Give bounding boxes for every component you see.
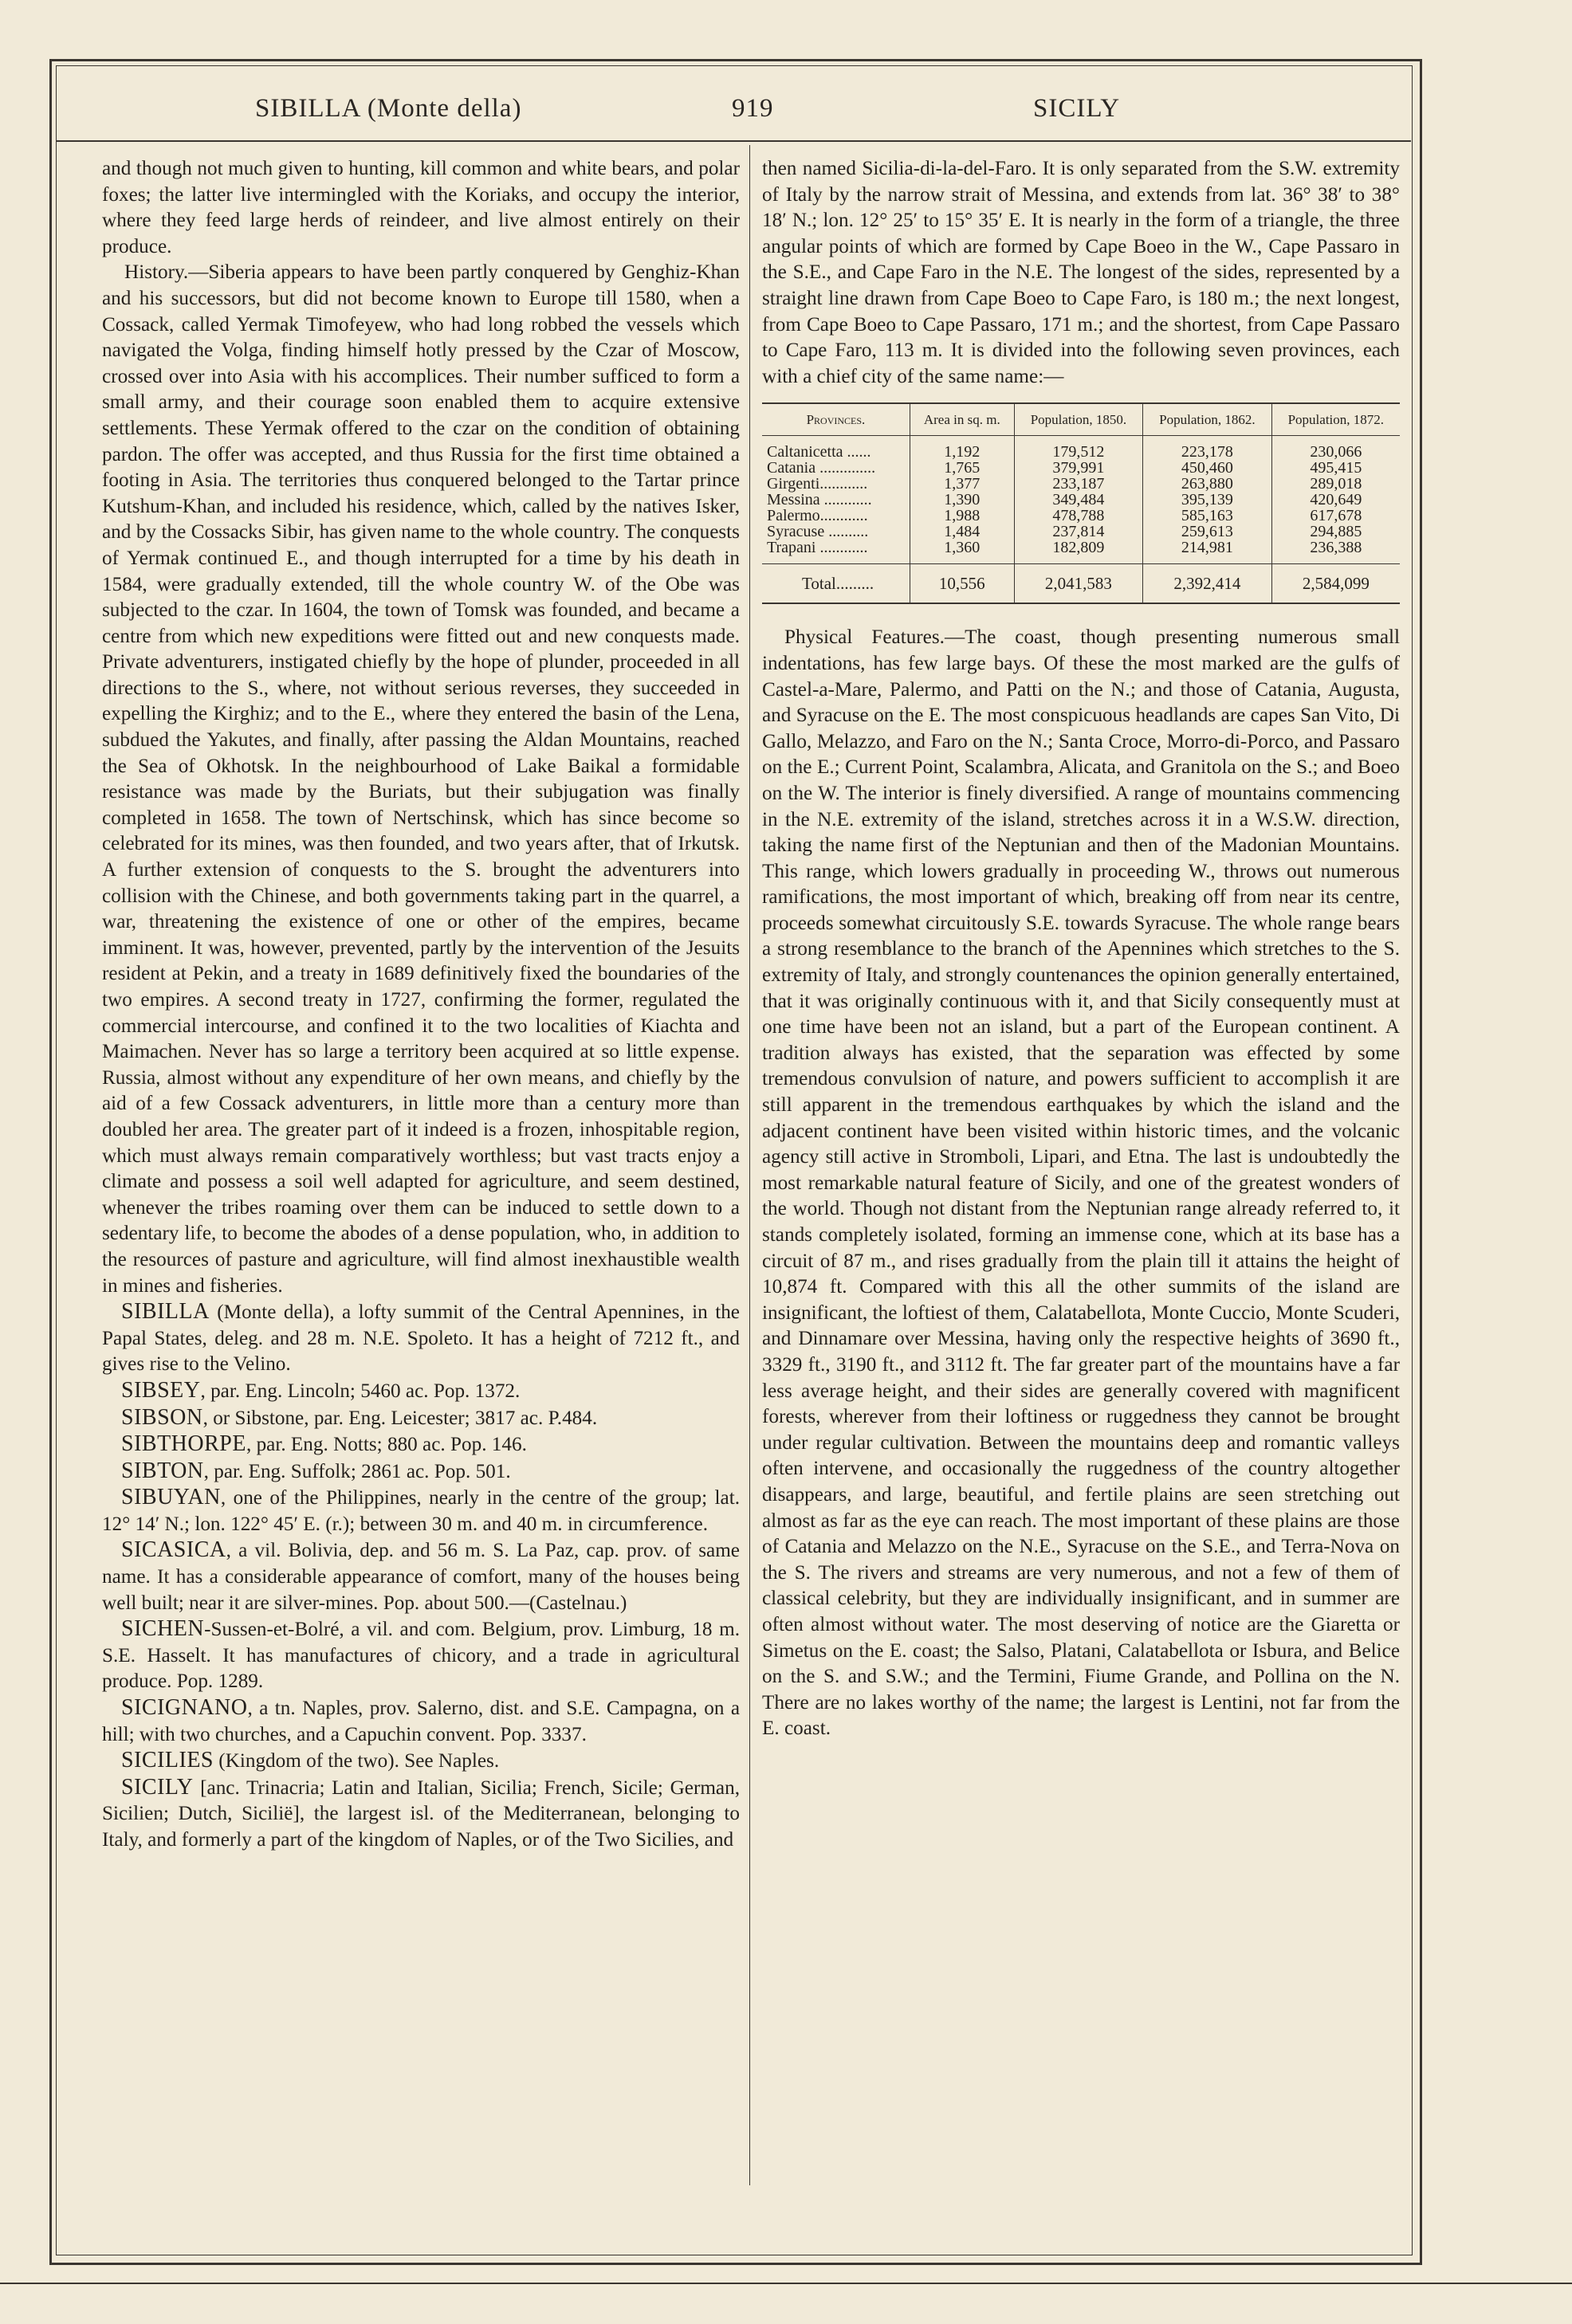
- entry-headword: SIBILLA: [121, 1299, 210, 1325]
- entry-sibuyan: [102, 1485, 740, 1537]
- table-row: [762, 508, 1400, 524]
- running-head-left: SIBILLA (Monte della): [255, 94, 522, 123]
- table-cell: 179,512: [1014, 436, 1142, 461]
- table-cell: 585,163: [1143, 508, 1271, 524]
- table-cell: 230,066: [1271, 436, 1400, 461]
- table-cell: 1,988: [910, 508, 1014, 524]
- entry-text: , a tn. Naples, prov. Salerno, dist. and S.E. Campagna, on a hill; with two churches, and a Capuchin convent. Pop. 3337.: [102, 1698, 740, 1745]
- table-row: [762, 436, 1400, 461]
- entry-text: , par. Eng. Lincoln; 5460 ac. Pop. 1372.: [200, 1380, 521, 1402]
- table-cell: 349,484: [1014, 492, 1142, 508]
- table-total-row: [762, 564, 1400, 604]
- table-cell: 495,415: [1271, 460, 1400, 476]
- sicily-intro: then named Sicilia-di-la-del-Faro. It is only separated from the S.W. extremity of Italy by the narrow strait of Messina, and extends from lat. 36° 38′ to 38° 18′ N.; lon. 12° 25′ to 15° 35′ E. It is nearly in the form of a triangle, the three angular points of which are formed by Cape Boeo in the W., Cape Passaro in the S.E., and Cape Faro in the N.E. The longest of the sides, represented by a straight line drawn from Cape Boeo to Cape Faro, is 180 m.; the next longest, from Cape Boeo to Cape Passaro, 171 m.; and the shortest, from Cape Passaro to Cape Faro, 113 m. It is divided into the following seven provinces, each with a chief city of the same name:—: [762, 158, 1400, 387]
- table-cell: 1,377: [910, 476, 1014, 492]
- table-header: Population, 1850.: [1014, 403, 1142, 436]
- provinces-table: [762, 402, 1400, 604]
- table-row: [762, 540, 1400, 564]
- table-header: Population, 1862.: [1143, 403, 1271, 436]
- entry-text: , a vil. Bolivia, dep. and 56 m. S. La Paz, cap. prov. of same name. It has a considerable appearance of comfort, many of the houses being well built; near it are silver-mines. Pop. about 500.—(Castelnau.): [102, 1540, 740, 1614]
- physical-features: Physical Features.—The coast, though presenting numerous small indentations, has few large bays. Of these the most marked are the gulfs of Castel-a-Mare, Palermo, and Patti on the N.; and those of Catania, Augusta, and Syracuse on the E. The most conspicuous headlands are capes San Vito, Di Gallo, Melazzo, and Faro on the N.; Santa Croce, Morro-di-Porco, and Passaro on the E.; Current Point, Scalambra, Alicata, and Granitola on the S.; and Boeo on the W. The interior is finely diversified. A range of mountains commencing in the N.E. extremity of the island, stretches across it in a W.S.W. direction, taking the name first of the Neptunian and then of the Madonian Mountains. This range, which lowers gradually in proceeding W., throws out numerous ramifications, the most important of which, breaking off from near its centre, proceeds somewhat circuitously S.E. towards Syracuse. The whole range bears a strong resemblance to the branch of the Apennines which stretches to the S. extremity of Italy, and strongly countenances the opinion generally entertained, that it was originally continuous with it, and that Sicily consequently must at one time have been not an island, but a part of the European continent. A tradition always has existed, that the separation was effected by some tremendous convulsion of nature, and powers sufficient to accomplish it are still apparent in the tremendous earthquakes by which the island and the adjacent continent have been visited within historic times, and the volcanic agency still active in Stromboli, Lipari, and Etna. The last is undoubtedly the most remarkable natural feature of Sicily, and one of the greatest wonders of the world. Though not distant from the Neptunian range already referred to, it stands completely isolated, forming an immense cone, which at its base has a circuit of 87 m., and rises gradually from the plain till it attains the height of 10,874 ft. Compared with this all the other summits of the island are insignificant, the loftiest of them, Calatabellota, Monte Cuccio, Monte Scuderi, and Dinnamare over Messina, having only the respective heights of 3690 ft., 3329 ft., 3190 ft., and 3112 ft. The far greater part of the mountains have a far less average height, and their sides are generally covered with magnificent forests, wherever from their loftiness or ruggedness they cannot be brought under regular cultivation. Between the mountains deep and romantic valleys often intervene, and occasionally the ruggedness of the country altogether disappears, and large, beautiful, and fertile plains are seen stretching out almost as far as the eye can reach. The most important of these plains are those of Catania and Melazzo on the N.E., Syracuse on the S.E., and Terra-Nova on the S. The rivers and streams are very numerous, and not a few of them of classical celebrity, but they are individually insignificant, and in summer are often almost without water. The most deserving of notice are the Giaretta or Simetus on the E. coast; the Salso, Platani, Calatabellota or Isbura, and Belice on the S. and S.W.; and the Termini, Fiume Grande, and Pollina on the N. There are no lakes worthy of the name; the largest is Lentini, not far from the E. coast.: [762, 626, 1400, 1740]
- table-cell: Palermo............: [767, 507, 868, 525]
- entry-headword: SICILIES: [121, 1748, 214, 1773]
- table-cell: 450,460: [1143, 460, 1271, 476]
- entry-sicilies: [102, 1748, 740, 1775]
- right-column: [762, 156, 1400, 1742]
- entry-headword: SICILY: [121, 1774, 194, 1800]
- table-cell: 2,584,099: [1271, 564, 1400, 604]
- table-cell: 10,556: [910, 564, 1014, 604]
- table-cell: 478,788: [1014, 508, 1142, 524]
- entry-headword: SIBSEY: [121, 1377, 201, 1403]
- table-cell: 182,809: [1014, 540, 1142, 564]
- table-cell: 1,390: [910, 492, 1014, 508]
- table-cell: 259,613: [1143, 524, 1271, 540]
- table-cell: Catania ..............: [767, 459, 876, 477]
- table-cell: Girgenti............: [767, 475, 868, 493]
- column-divider: [749, 145, 750, 2185]
- table-cell: 289,018: [1271, 476, 1400, 492]
- table-cell: 236,388: [1271, 540, 1400, 564]
- entry-text: -Sussen-et-Bolré, a vil. and com. Belgium, prov. Limburg, 18 m. S.E. Hasselt. It has manufactures of chicory, and a trade in agricultural produce. Pop. 1289.: [102, 1619, 740, 1693]
- table-cell: 214,981: [1143, 540, 1271, 564]
- running-head-right: SICILY: [1033, 94, 1121, 123]
- table-cell: 617,678: [1271, 508, 1400, 524]
- entry-text: , one of the Philippines, nearly in the centre of the group; lat. 12° 14′ N.; lon. 122° 45′ E. (r.); between 30 m. and 40 m. in circumference.: [102, 1487, 740, 1535]
- entry-headword: SIBTHORPE: [121, 1431, 246, 1457]
- table-cell: 1,765: [910, 460, 1014, 476]
- entry-headword: SICIGNANO: [121, 1695, 248, 1721]
- page-number: 919: [732, 94, 774, 123]
- entry-text: (Kingdom of the two). See Naples.: [214, 1750, 500, 1772]
- entry-sibton: [102, 1458, 740, 1486]
- table-row: [762, 476, 1400, 492]
- entry-text: , par. Eng. Suffolk; 2861 ac. Pop. 501.: [203, 1460, 511, 1482]
- table-cell: 379,991: [1014, 460, 1142, 476]
- entry-sicily: [102, 1775, 740, 1854]
- table-header: Population, 1872.: [1271, 403, 1400, 436]
- table-cell: 2,041,583: [1014, 564, 1142, 604]
- header-rule: [56, 140, 1411, 142]
- entry-headword: SIBTON: [121, 1458, 204, 1483]
- table-cell: 2,392,414: [1143, 564, 1271, 604]
- table-cell: Messina ............: [767, 491, 872, 509]
- entry-text: [anc. Trinacria; Latin and Italian, Sicilia; French, Sicile; German, Sicilien; Dutch, Sicilië], the largest isl. of the Mediterranean, belonging to Italy, and formerly a part of the kingdom of Naples, or of the Two Sicilies, and: [102, 1776, 740, 1851]
- entry-headword: SIBSON: [121, 1404, 203, 1430]
- table-cell: 233,187: [1014, 476, 1142, 492]
- table-cell: 223,178: [1143, 436, 1271, 461]
- table-cell: 1,192: [910, 436, 1014, 461]
- entry-headword: SICASICA: [121, 1537, 226, 1563]
- table-cell: 263,880: [1143, 476, 1271, 492]
- table-row: [762, 492, 1400, 508]
- entry-sibson: [102, 1405, 740, 1432]
- table-header: Area in sq. m.: [910, 403, 1014, 436]
- left-column: [102, 156, 740, 1854]
- entry-text: , par. Eng. Notts; 880 ac. Pop. 146.: [246, 1434, 527, 1456]
- table-cell: 294,885: [1271, 524, 1400, 540]
- table-cell: Syracuse ..........: [767, 523, 869, 541]
- table-cell: 237,814: [1014, 524, 1142, 540]
- entry-sibilla: [102, 1299, 740, 1378]
- entry-headword: SIBUYAN: [121, 1485, 221, 1510]
- bottom-rule: [0, 2283, 1572, 2284]
- table-cell: 1,484: [910, 524, 1014, 540]
- table-cell: Caltanicetta ......: [767, 443, 871, 461]
- table-row: [762, 460, 1400, 476]
- table-cell: Trapani ............: [767, 539, 868, 557]
- entry-text: , or Sibstone, par. Eng. Leicester; 3817 ac. P.484.: [202, 1407, 598, 1429]
- entry-sibsey: [102, 1378, 740, 1405]
- siberia-continuation: and though not much given to hunting, kill common and white bears, and polar foxes; the latter live intermingled with the Koriaks, and occupy the interior, where they feed large herds of reindeer, and live almost entirely on their produce.: [102, 158, 740, 257]
- entry-text: (Monte della), a lofty summit of the Central Apennines, in the Papal States, deleg. and 28 m. N.E. Spoleto. It has a height of 7212 ft., and gives rise to the Velino.: [102, 1301, 740, 1376]
- table-cell: 420,649: [1271, 492, 1400, 508]
- entry-sicignano: [102, 1695, 740, 1748]
- entry-sibthorpe: [102, 1431, 740, 1458]
- table-cell: 1,360: [910, 540, 1014, 564]
- table-row: [762, 524, 1400, 540]
- table-header: Provinces.: [762, 403, 910, 436]
- entry-sichen: [102, 1616, 740, 1695]
- table-cell: Total.........: [762, 564, 910, 604]
- table-cell: 395,139: [1143, 492, 1271, 508]
- siberia-history: History.—Siberia appears to have been partly conquered by Genghiz-Khan and his successors, but did not become known to Europe till 1580, when a Cossack, called Yermak Timofeyew, who had long robbed the vessels which navigated the Volga, finding himself hotly pressed by the Czar of Moscow, crossed over into Asia with his accomplices. Their number sufficed to form a small army, and their courage soon enabled them to acquire extensive settlements. These Yermak offered to the czar on the condition of obtaining pardon. The offer was accepted, and thus Russia for the first time obtained a footing in Asia. The territories thus conquered belonged to the Tartar prince Kutshum-Khan, and included his residence, which, called by the natives Isker, and by the Cossacks Sibir, has given name to the whole country. The conquests of Yermak continued E., and though interrupted for a time by his death in 1584, were gradually extended, till the whole country W. of the Obe was subjected to the czar. In 1604, the town of Tomsk was founded, and became a centre from which new expeditions were fitted out and new conquests made. Private adventurers, instigated chiefly by the hope of plunder, proceeded in all directions to the S., where, not without serious reverses, they succeeded in expelling the Kirghiz; and to the E., where they entered the basin of the Lena, subdued the Yakutes, and finally, after passing the Aldan Mountains, reached the Sea of Okhotsk. In the neighbourhood of Lake Baikal a formidable resistance was made by the Buriats, but their subjugation was finally completed in 1658. The town of Nertschinsk, which has since become so celebrated for its mines, was then founded, and two years after, that of Irkutsk. A further extension of conquests to the S. brought the adventurers into collision with the Chinese, and both governments taking part in the quarrel, a war, threatening the existence of one or other of the empires, became imminent. It was, however, prevented, partly by the intervention of the Jesuits resident at Pekin, and a treaty in 1689 definitively fixed the boundaries of the two empires. A second treaty in 1727, confirming the former, regulated the commercial intercourse, and confined it to the two localities of Kiachta and Maimachen. Never has so large a territory been acquired at so little expense. Russia, almost without any expenditure of her own means, and chiefly by the aid of a few Cossack adventurers, in little more than a century more than doubled her area. The greater part of it indeed is a frozen, inhospitable region, which must always remain comparatively worthless; but vast tracts enjoy a climate and possess a soil well adapted for agriculture, and seem destined, whenever the tribes roaming over them can be induced to settle down to a sedentary life, to become the abodes of a dense population, who, in addition to the resources of pasture and agriculture, will find almost inexhaustible wealth in mines and fisheries.: [102, 261, 740, 1297]
- table-header-row: [762, 403, 1400, 436]
- entry-sicasica: [102, 1537, 740, 1616]
- entry-headword: SICHEN: [121, 1616, 205, 1642]
